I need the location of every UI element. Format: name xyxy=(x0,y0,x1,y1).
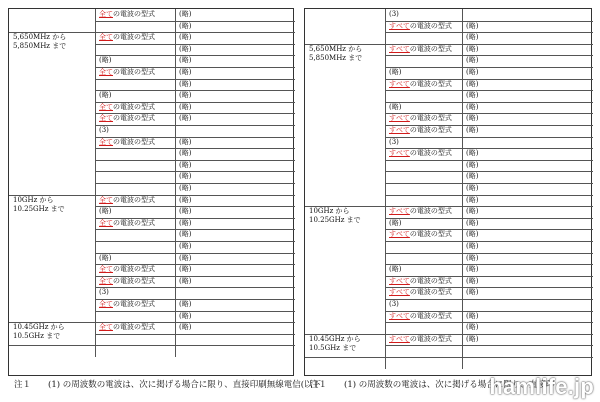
table-row xyxy=(305,137,593,149)
value-cell: (略) xyxy=(466,276,479,285)
emission-type-cell xyxy=(385,137,462,149)
value-cell: (略) xyxy=(466,91,479,100)
table-row xyxy=(305,287,593,299)
emission-type-text: (略) xyxy=(389,265,402,274)
footnote-left: 注１ (1) の周波数の電波は、次に掲げる場合に限り、直接印刷無線電信(以下 xyxy=(14,380,322,390)
amended-text: すべて xyxy=(389,334,410,343)
emission-type-cell xyxy=(95,195,175,207)
table-rule xyxy=(385,9,386,369)
emission-type-cell xyxy=(95,32,175,44)
value-cell: (略) xyxy=(466,68,479,76)
table-row xyxy=(305,90,593,102)
value-cell: (略) xyxy=(466,79,479,88)
value-cell: (略) xyxy=(179,160,192,169)
table-row xyxy=(9,253,295,265)
value-cell: (略) xyxy=(179,149,192,158)
value-cell: (略) xyxy=(466,114,479,123)
emission-type-text: の電波の型式 xyxy=(113,218,155,227)
emission-type-cell xyxy=(385,253,462,265)
value-cell: (略) xyxy=(179,195,192,204)
emission-type-text: の電波の型式 xyxy=(113,137,155,146)
emission-type-text: の電波の型式 xyxy=(113,265,155,274)
value-cell: (略) xyxy=(466,44,479,53)
emission-type-cell xyxy=(95,299,175,311)
table-row xyxy=(305,21,593,33)
table-row xyxy=(305,311,593,323)
value-cell: (略) xyxy=(179,242,192,250)
table-row xyxy=(9,299,295,311)
table-row xyxy=(9,183,295,195)
emission-type-cell xyxy=(95,113,175,125)
emission-type-cell xyxy=(95,241,175,253)
emission-type-cell xyxy=(385,125,462,137)
emission-type-text: (略) xyxy=(389,218,402,227)
table-row xyxy=(305,229,593,241)
table-page-left xyxy=(8,8,294,376)
emission-type-text: の電波の型式 xyxy=(409,126,452,134)
emission-type-cell xyxy=(385,334,462,346)
emission-type-cell xyxy=(95,322,175,334)
emission-type-cell xyxy=(95,287,175,299)
table-row xyxy=(9,113,295,125)
table-row xyxy=(305,125,593,137)
emission-type-cell xyxy=(385,55,462,67)
watermark-logo: hamlife.jp xyxy=(489,374,594,399)
amended-text: 全て xyxy=(99,195,113,204)
emission-type-cell xyxy=(95,206,175,218)
emission-type-cell xyxy=(385,160,462,172)
value-cell: (略) xyxy=(466,160,479,169)
value-cell xyxy=(462,9,593,21)
value-cell: (略) xyxy=(466,311,479,320)
value-cell: (略) xyxy=(466,323,479,332)
table-row xyxy=(305,299,593,311)
emission-type-text: の電波の型式 xyxy=(409,288,452,297)
emission-type-cell xyxy=(95,79,175,91)
value-cell: (略) xyxy=(179,56,192,65)
table-row xyxy=(305,102,593,114)
emission-type-cell xyxy=(385,264,462,276)
amended-text: すべて xyxy=(389,114,410,123)
value-cell: (略) xyxy=(466,195,479,204)
value-cell: (略) xyxy=(466,184,479,192)
emission-type-cell xyxy=(95,102,175,114)
value-cell: (略) xyxy=(466,21,479,30)
value-cell: (略) xyxy=(179,91,192,100)
emission-type-text: の電波の型式 xyxy=(113,102,155,111)
amended-text: すべて xyxy=(389,230,410,239)
table-rule xyxy=(175,9,176,357)
emission-type-text: (3) xyxy=(99,126,109,134)
amended-text: 全て xyxy=(99,265,113,274)
emission-type-cell xyxy=(95,334,175,346)
table-row xyxy=(9,102,295,114)
emission-type-cell xyxy=(95,148,175,160)
frequency-band-label: 5,650MHz から 5,850MHz まで xyxy=(13,33,67,51)
table-row xyxy=(9,67,295,79)
value-cell: (略) xyxy=(466,126,479,134)
emission-type-cell xyxy=(385,90,462,102)
frequency-band-label: 10GHz から 10.25GHz まで xyxy=(309,207,361,225)
emission-type-cell xyxy=(95,229,175,241)
emission-type-text: の電波の型式 xyxy=(113,276,155,285)
value-cell: (略) xyxy=(466,218,479,227)
amended-text: 全て xyxy=(99,218,113,227)
table-page-right xyxy=(304,8,592,376)
value-cell: (略) xyxy=(466,172,479,181)
table-row xyxy=(305,241,593,253)
value-cell: (略) xyxy=(466,265,479,274)
amended-text: すべて xyxy=(389,21,410,30)
emission-type-cell xyxy=(95,253,175,265)
emission-type-text: (略) xyxy=(99,253,112,262)
table-row xyxy=(305,253,593,265)
value-cell: (略) xyxy=(179,44,192,53)
emission-type-text: (略) xyxy=(389,102,402,111)
emission-type-text: の電波の型式 xyxy=(409,149,452,158)
emission-type-cell xyxy=(95,264,175,276)
emission-type-cell xyxy=(385,44,462,56)
emission-type-text: の電波の型式 xyxy=(409,114,452,123)
amended-text: 全て xyxy=(99,68,113,76)
amended-text: 全て xyxy=(99,323,113,332)
amended-text: 全て xyxy=(99,276,113,285)
emission-type-text: (略) xyxy=(99,207,112,216)
emission-type-cell xyxy=(95,44,175,56)
table-row xyxy=(305,67,593,79)
emission-type-cell xyxy=(95,67,175,79)
table-row xyxy=(305,195,593,207)
table-row xyxy=(305,160,593,172)
emission-type-cell xyxy=(95,21,175,33)
amended-text: すべて xyxy=(389,79,410,88)
table-row xyxy=(9,9,295,21)
value-cell: (略) xyxy=(179,230,192,239)
table-row xyxy=(9,287,295,299)
value-cell xyxy=(175,125,295,137)
emission-type-cell xyxy=(385,183,462,195)
emission-type-text: の電波の型式 xyxy=(113,10,155,18)
emission-type-cell xyxy=(385,311,462,323)
value-cell: (略) xyxy=(179,33,192,42)
value-cell: (略) xyxy=(179,10,192,18)
emission-type-text: (略) xyxy=(99,91,112,100)
emission-type-text: (3) xyxy=(389,300,399,308)
table-rule xyxy=(462,9,463,369)
amended-text: すべて xyxy=(389,311,410,320)
emission-type-cell xyxy=(385,148,462,160)
value-cell: (略) xyxy=(179,21,192,30)
frequency-band-label: 10.45GHz から 10.5GHz まで xyxy=(13,323,65,341)
value-cell: (略) xyxy=(179,253,192,262)
emission-type-cell xyxy=(385,113,462,125)
emission-type-cell xyxy=(385,9,462,21)
value-cell: (略) xyxy=(179,68,192,76)
emission-type-cell xyxy=(385,79,462,91)
value-cell xyxy=(462,345,593,357)
table-row xyxy=(305,113,593,125)
table-row xyxy=(9,21,295,33)
emission-type-cell xyxy=(95,311,175,323)
emission-type-text: の電波の型式 xyxy=(409,276,452,285)
amended-text: すべて xyxy=(389,149,410,158)
emission-type-text: の電波の型式 xyxy=(409,44,452,53)
value-cell: (略) xyxy=(179,172,192,181)
table-rule xyxy=(305,357,593,358)
emission-type-text: の電波の型式 xyxy=(113,114,155,123)
table-rule xyxy=(9,345,295,346)
table-row xyxy=(305,171,593,183)
value-cell: (略) xyxy=(466,33,479,42)
value-cell: (略) xyxy=(466,288,479,297)
value-cell: (略) xyxy=(466,207,479,216)
frequency-band-label: 10GHz から 10.25GHz まで xyxy=(13,195,65,213)
amended-text: 全て xyxy=(99,102,113,111)
table-row xyxy=(9,90,295,102)
emission-type-text: の電波の型式 xyxy=(409,79,452,88)
value-cell: (略) xyxy=(179,207,192,216)
emission-type-text: の電波の型式 xyxy=(113,33,155,42)
emission-type-cell xyxy=(385,102,462,114)
emission-type-cell xyxy=(95,137,175,149)
value-cell xyxy=(175,287,295,299)
emission-type-cell xyxy=(95,276,175,288)
table-row xyxy=(9,276,295,288)
value-cell: (略) xyxy=(466,149,479,158)
value-cell: (略) xyxy=(179,276,192,285)
emission-type-cell xyxy=(95,183,175,195)
emission-type-text: (3) xyxy=(389,137,399,146)
table-row xyxy=(9,229,295,241)
table-row xyxy=(9,160,295,172)
value-cell: (略) xyxy=(466,102,479,111)
value-cell: (略) xyxy=(179,311,192,320)
table-row xyxy=(305,9,593,21)
table-row xyxy=(9,79,295,91)
emission-type-cell xyxy=(95,55,175,67)
emission-type-text: の電波の型式 xyxy=(409,207,452,216)
table-row xyxy=(9,171,295,183)
emission-type-text: の電波の型式 xyxy=(409,311,452,320)
emission-type-text: の電波の型式 xyxy=(113,68,155,76)
emission-type-cell xyxy=(385,32,462,44)
value-cell: (略) xyxy=(179,79,192,88)
value-cell: (略) xyxy=(466,334,479,343)
emission-type-cell xyxy=(95,9,175,21)
table-row xyxy=(9,241,295,253)
amended-text: 全て xyxy=(99,10,113,18)
emission-type-text: の電波の型式 xyxy=(409,230,452,239)
emission-type-cell xyxy=(385,218,462,230)
table-row xyxy=(9,311,295,323)
amended-text: すべて xyxy=(389,126,410,134)
value-cell: (略) xyxy=(179,184,192,192)
amended-text: すべて xyxy=(389,288,410,297)
emission-type-cell xyxy=(385,276,462,288)
value-cell xyxy=(462,137,593,149)
table-row xyxy=(305,276,593,288)
emission-type-text: の電波の型式 xyxy=(409,334,452,343)
footnote-right: 注１ (1) の周波数の電波は、次に掲げる場合に限り、直接印 xyxy=(310,380,555,390)
value-cell: (略) xyxy=(466,253,479,262)
emission-type-cell xyxy=(385,229,462,241)
table-row xyxy=(9,148,295,160)
emission-type-text: の電波の型式 xyxy=(409,21,452,30)
value-cell: (略) xyxy=(179,323,192,332)
value-cell: (略) xyxy=(466,230,479,239)
table-row xyxy=(305,79,593,91)
emission-type-cell xyxy=(95,218,175,230)
emission-type-cell xyxy=(385,322,462,334)
table-row xyxy=(9,264,295,276)
emission-type-cell xyxy=(385,345,462,357)
value-cell: (略) xyxy=(179,265,192,274)
table-row xyxy=(305,264,593,276)
emission-type-cell xyxy=(385,206,462,218)
value-cell: (略) xyxy=(466,56,479,65)
emission-type-cell xyxy=(385,67,462,79)
emission-type-cell xyxy=(385,171,462,183)
emission-type-cell xyxy=(95,125,175,137)
table-row xyxy=(9,125,295,137)
emission-type-text: の電波の型式 xyxy=(113,323,155,332)
amended-text: 全て xyxy=(99,33,113,42)
table-row xyxy=(305,148,593,160)
emission-type-cell xyxy=(95,90,175,102)
value-cell: (略) xyxy=(179,102,192,111)
value-cell: (略) xyxy=(466,242,479,250)
amended-text: すべて xyxy=(389,44,410,53)
emission-type-text: (3) xyxy=(389,10,399,18)
emission-type-cell xyxy=(95,171,175,183)
emission-type-text: (3) xyxy=(99,288,109,297)
emission-type-cell xyxy=(385,287,462,299)
amended-text: すべて xyxy=(389,276,410,285)
table-row xyxy=(305,32,593,44)
table-row xyxy=(305,322,593,334)
table-row xyxy=(9,218,295,230)
frequency-band-label: 5,650MHz から 5,850MHz まで xyxy=(309,44,363,62)
amended-text: 全て xyxy=(99,137,113,146)
table-row xyxy=(9,55,295,67)
emission-type-text: (略) xyxy=(389,68,402,76)
value-cell xyxy=(462,299,593,311)
emission-type-text: の電波の型式 xyxy=(113,300,155,308)
value-cell: (略) xyxy=(179,218,192,227)
emission-type-text: の電波の型式 xyxy=(113,195,155,204)
emission-type-cell xyxy=(385,299,462,311)
amended-text: 全て xyxy=(99,300,113,308)
value-cell: (略) xyxy=(179,300,192,308)
table-row xyxy=(305,183,593,195)
table-rule xyxy=(95,9,96,357)
value-cell: (略) xyxy=(179,137,192,146)
emission-type-cell xyxy=(385,21,462,33)
amended-text: 全て xyxy=(99,114,113,123)
value-cell xyxy=(175,334,295,346)
emission-type-cell xyxy=(385,241,462,253)
frequency-band-label: 10.45GHz から 10.5GHz まで xyxy=(309,334,361,352)
emission-type-cell xyxy=(385,195,462,207)
table-row xyxy=(9,137,295,149)
value-cell: (略) xyxy=(179,114,192,123)
emission-type-text: (略) xyxy=(99,56,112,65)
amended-text: すべて xyxy=(389,207,410,216)
emission-type-cell xyxy=(95,160,175,172)
